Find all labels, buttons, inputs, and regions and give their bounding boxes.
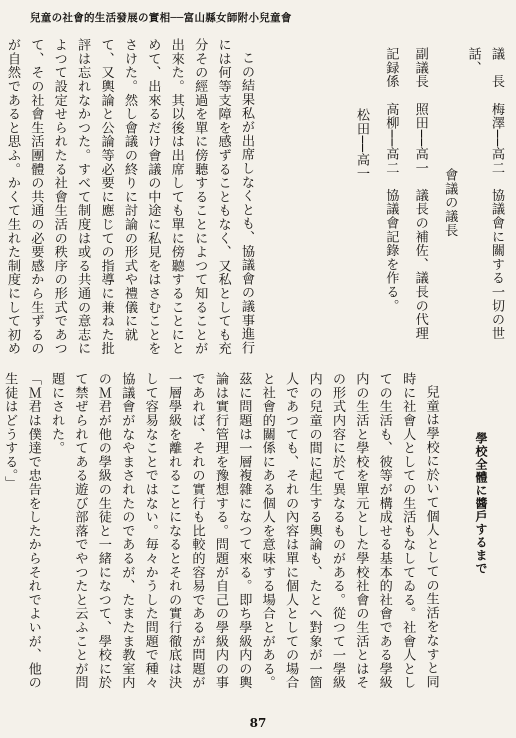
lower-quote: 「Ｍ君は僕達で忠告をしたからそれでよいが、他の生徒はどうする。」 <box>2 372 41 690</box>
minutes-recorder-2: 松田──高一 <box>353 108 369 181</box>
lower-body <box>2 372 492 698</box>
minutes-chair-duty: 會議の議長 <box>442 168 458 237</box>
upper-paragraph-1: この結果私が出席しなくとも、協議會の議事進行には何等支障を感ずることもなく、又私としても充分その經過を單に傍聽することによつて知ることが出來た。其以後は出席しても單に傍聽することにとめて、出來るだけ會議の中途に私見をはさむことをさけた。然し會議の終りに討論の形式や禮儀に就て、又輿論と公論等必要に應じての指導に兼ねた批評は忘れなかつた。すべて制度は或る共通の意志によつて設定せられたる社會生活の秩序の形式であつて、その社會生活團體の共通の必要感から生ずるのが自然であると思ふ。かくて生れた制度にして初め <box>4 38 254 356</box>
section-heading: 學校全體に醬戶するまで <box>474 432 488 575</box>
minutes-recorder: 記録係 高柳──高二 協議會記錄を作る。 <box>383 47 399 313</box>
running-head: 兒童の社會的生活發展の實相──富山縣女師附小兒童會 <box>30 12 292 24</box>
lower-paragraph-1: 兒童は學校に於いて個人としての生活をなすと同時に社會人としての生活もなしてゐる。社會人としての生活も、彼等が構成せる基本的社會である學級内の生活と學校を單元とした學校社會の生活とはその形式内容に於て異なるものがある。從つて一學級内の兒童の間に起生する輿論も、たとへ對象が一箇人であつても、それの內容は單に個人としての場合と社會的關係にある個人を意味する場合とがある。茲に問題は一層複雜になつて來る。即ち學級内の輿論は實行管理を豫想する。問題が自己の學級内の事であれば、それの實行も比較的容易であるが問題が一層學級を離れることになるとそれの實行徹底は決して容易なことではない。毎々かうした問題で種々協議會がなやまされたのであるが、たまたま教室内のＭ君が他の學級の生徒と一緒になつて、學校に於て禁ぜられてある遊び部落でやつたと云ふことが問題にされた。 <box>49 372 439 690</box>
upper-body <box>4 38 258 356</box>
minutes-chair: 議 長 梅澤──高二 協議會に關する一切の世話、 <box>465 47 504 341</box>
minutes-list <box>268 38 508 356</box>
page-number: 87 <box>249 716 267 730</box>
minutes-vice-chair: 副議長 照田──高一 議長の補佐、議長の代理 <box>412 47 428 341</box>
